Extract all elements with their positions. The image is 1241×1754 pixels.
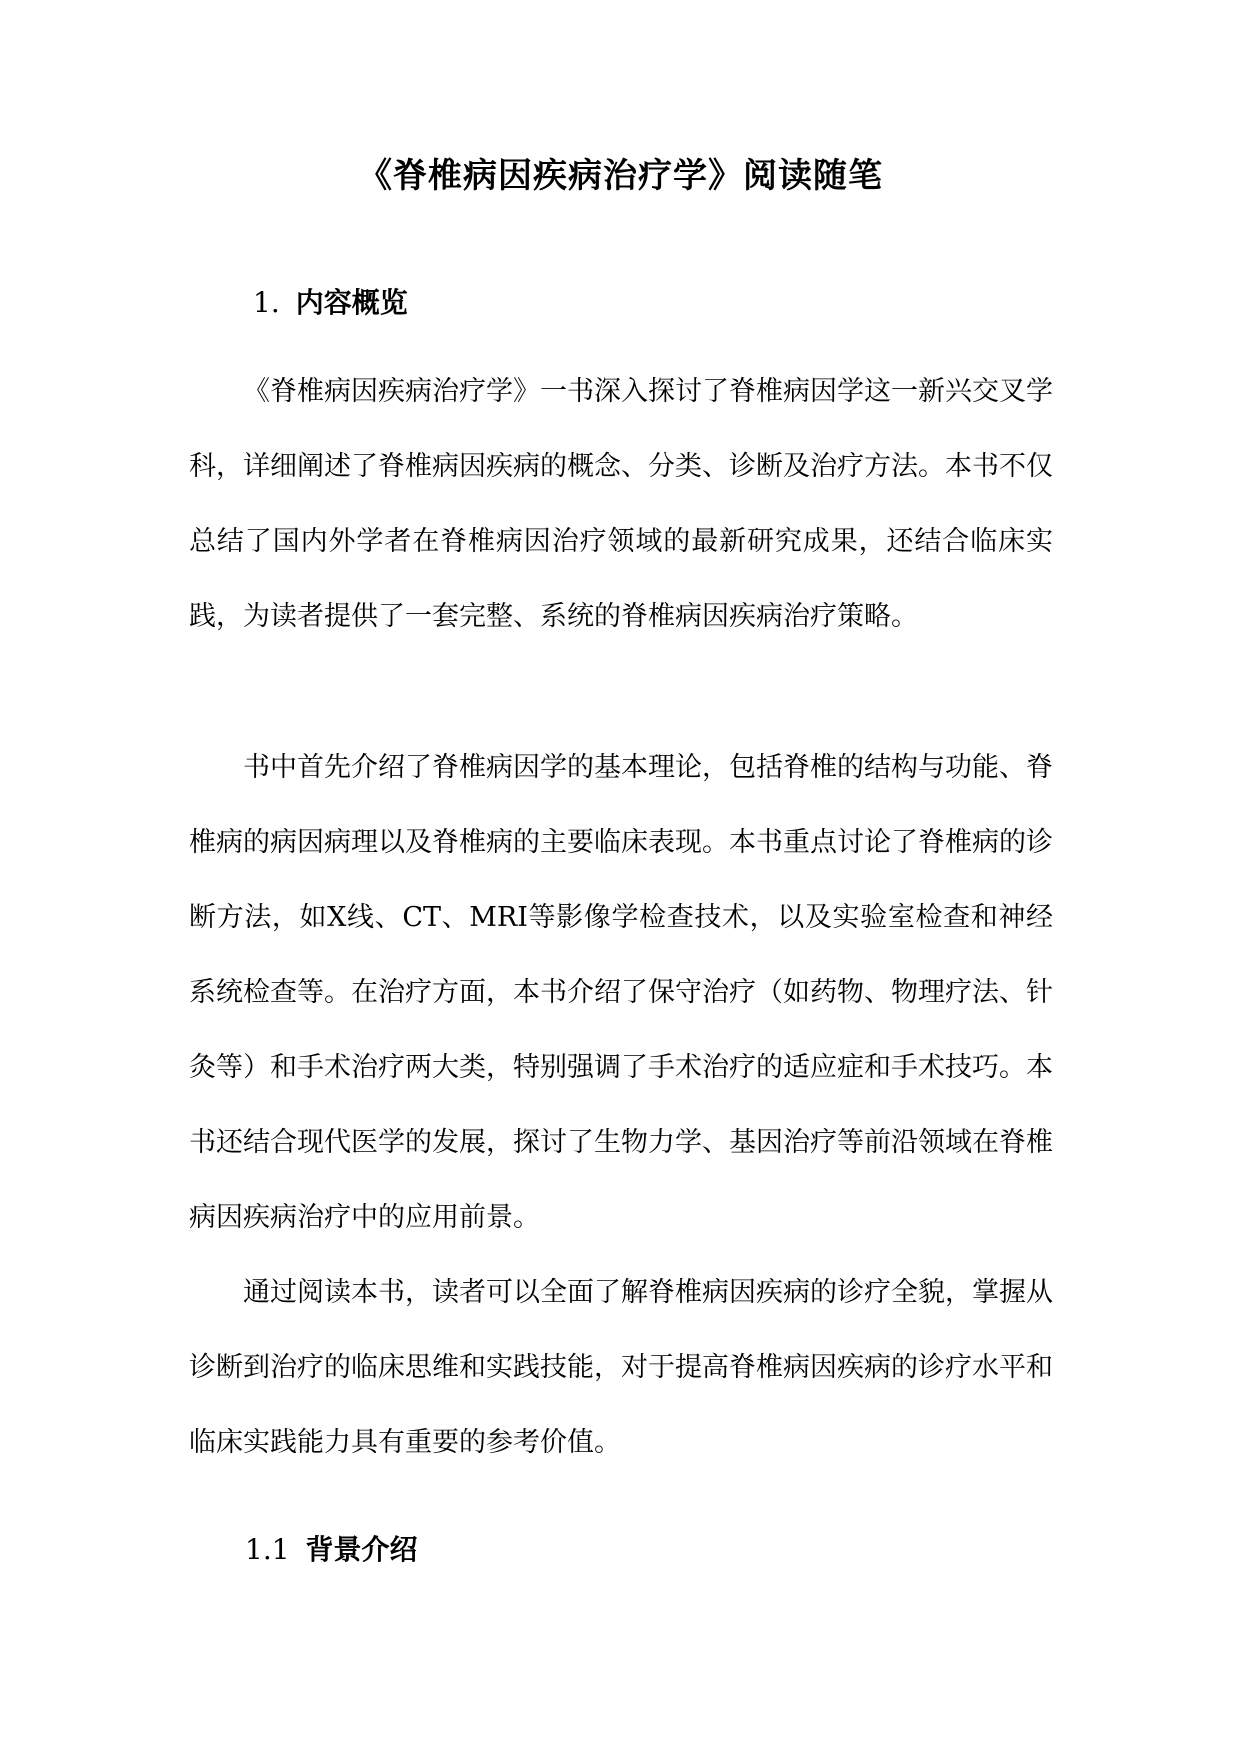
- section-title: 内容概览: [295, 286, 408, 319]
- document-title: 《脊椎病因疾病治疗学》阅读随笔: [358, 156, 883, 196]
- subsection-title: 背景介绍: [305, 1533, 418, 1566]
- subsection-number: 1.1: [245, 1533, 290, 1566]
- body-paragraph: 《脊椎病因疾病治疗学》一书深入探讨了脊椎病因学这一新兴交叉学科，详细阐述了脊椎病因疾病的概念、分类、诊断及治疗方法。本书不仅总结了国内外学者在脊椎病因治疗领域的最新研究成果，还结合临床实践，为读者提供了一套完整、系统的脊椎病因疾病治疗策略。: [189, 376, 1053, 632]
- section-heading-1: [253, 283, 408, 323]
- body-paragraph: 通过阅读本书，读者可以全面了解脊椎病因疾病的诊疗全貌，掌握从诊断到治疗的临床思维和实践技能，对于提高脊椎病因疾病的诊疗水平和临床实践能力具有重要的参考价值。: [189, 1277, 1053, 1458]
- section-number: 1.: [253, 286, 280, 319]
- body-paragraph: 书中首先介绍了脊椎病因学的基本理论，包括脊椎的结构与功能、脊椎病的病因病理以及脊椎病的主要临床表现。本书重点讨论了脊椎病的诊断方法，如X线、CT、MRI等影像学检查技术，以及实验室检查和神经系统检查等。在治疗方面，本书介绍了保守治疗（如药物、物理疗法、针灸等）和手术治疗两大类，特别强调了手术治疗的适应症和手术技巧。本书还结合现代医学的发展，探讨了生物力学、基因治疗等前沿领域在脊椎病因疾病治疗中的应用前景。: [189, 752, 1053, 1233]
- subsection-heading-1-1: [245, 1530, 418, 1570]
